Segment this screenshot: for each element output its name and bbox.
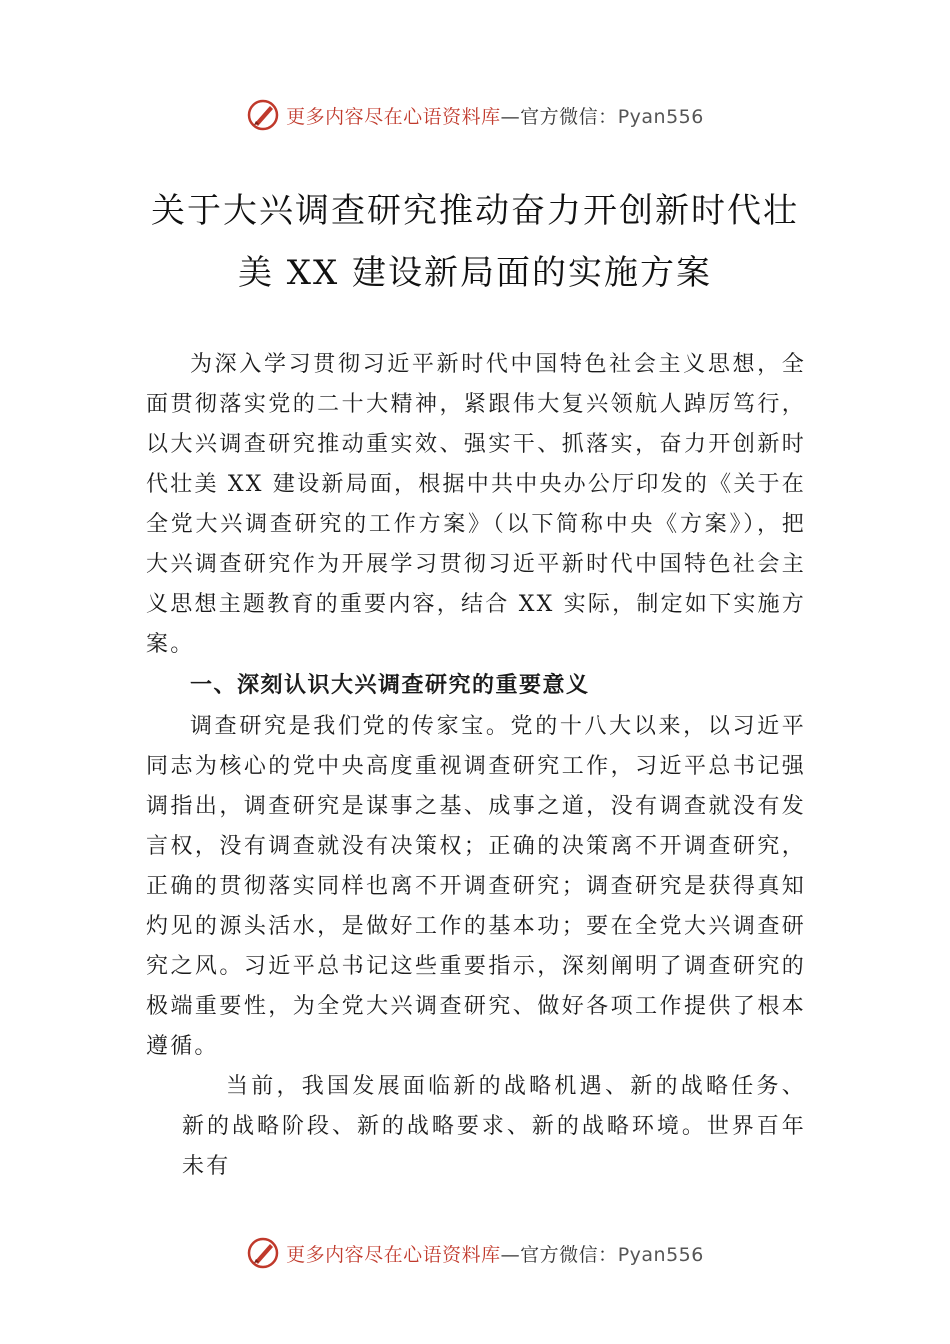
banner-text — [286, 102, 704, 129]
banner-wechat-label: 官方微信： — [520, 105, 618, 128]
title-line-2: 美 XX 建设新局面的实施方案 — [237, 253, 713, 293]
section1-paragraph-1: 调查研究是我们党的传家宝。党的十八大以来，以习近平同志为核心的党中央高度重视调查研究工作，习近平总书记强调指出，调查研究是谋事之基、成事之道，没有调查就没有发言权，没有调查就没有决策权；正确的决策离不开调查研究，正确的贯彻落实同样也离不开调查研究；调查研究是获得真知灼见的源头活水，是做好工作的基本功；要在全党大兴调查研究之风。习近平总书记这些重要指示，深刻阐明了调查研究的极端重要性，为全党大兴调查研究、做好各项工作提供了根本遵循。 — [146, 714, 806, 1059]
banner-wechat-id: Pyan556 — [617, 1243, 704, 1266]
document-title — [100, 180, 850, 304]
banner-separator: — — [500, 105, 521, 128]
pen-circle-icon — [246, 1236, 280, 1270]
banner-separator: — — [500, 1243, 521, 1266]
banner-brand: 更多内容尽在心语资料库 — [286, 1243, 501, 1266]
header-banner — [0, 95, 950, 135]
section-heading-1: 一、深刻认识大兴调查研究的重要意义 — [190, 673, 590, 698]
document-body — [146, 345, 806, 1187]
banner-wechat-id: Pyan556 — [617, 105, 704, 128]
banner-brand: 更多内容尽在心语资料库 — [286, 105, 501, 128]
title-line-1: 关于大兴调查研究推动奋力开创新时代壮 — [151, 191, 799, 231]
banner-wechat-label: 官方微信： — [520, 1243, 618, 1266]
footer-banner — [0, 1233, 950, 1273]
intro-paragraph: 为深入学习贯彻习近平新时代中国特色社会主义思想，全面贯彻落实党的二十大精神，紧跟伟大复兴领航人踔厉笃行，以大兴调查研究推动重实效、强实干、抓落实，奋力开创新时代壮美 XX 建设新局面，根据中共中央办公厅印发的《关于在全党大兴调查研究的工作方案》（以下简称中央《方案》），把大兴调查研究作为开展学习贯彻习近平新时代中国特色社会主义思想主题教育的重要内容，结合 XX 实际，制定如下实施方案。 — [146, 352, 806, 657]
section1-paragraph-2: 当前，我国发展面临新的战略机遇、新的战略任务、新的战略阶段、新的战略要求、新的战略环境。世界百年未有 — [182, 1074, 806, 1179]
pen-circle-icon — [246, 98, 280, 132]
banner-text — [286, 1240, 704, 1267]
